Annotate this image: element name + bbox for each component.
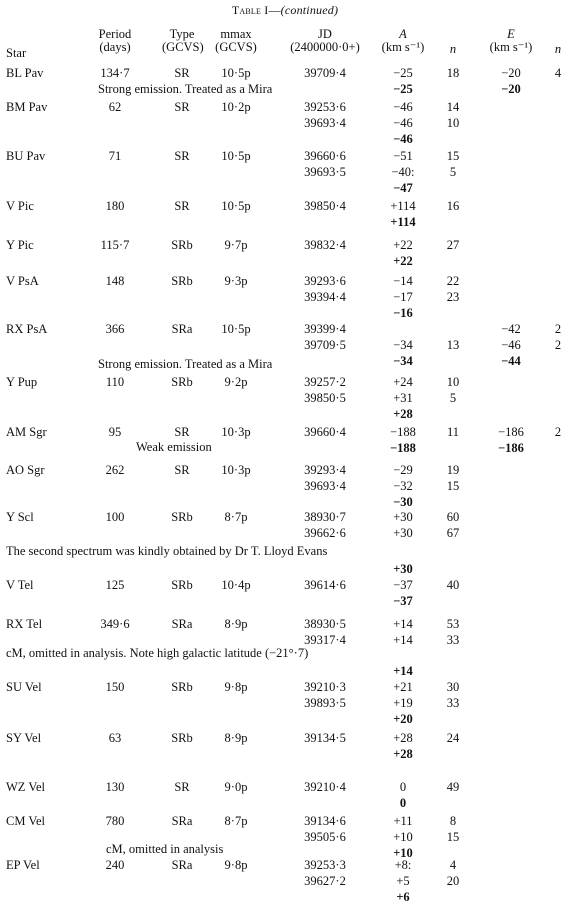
jd-value: 38930·5 <box>304 617 346 631</box>
jd-value: 39693·4 <box>304 116 346 130</box>
star-name: V PsA <box>6 274 39 288</box>
jd-value: 39662·6 <box>304 526 346 540</box>
star-note: cM, omitted in analysis. Note high galactic latitude (−21°·7) <box>6 646 309 660</box>
mmax-value: 10·2p <box>221 100 251 114</box>
mmax-value: 10·3p <box>221 463 251 477</box>
a-value: −17 <box>393 290 413 304</box>
type-value: SR <box>174 66 190 80</box>
mmax-value: 9·0p <box>224 780 248 794</box>
jd-value: 39505·6 <box>304 830 346 844</box>
n-value: 40 <box>446 578 460 592</box>
jd-value: 39134·6 <box>304 814 346 828</box>
a-value: +31 <box>393 391 413 405</box>
period-value: 180 <box>105 199 125 213</box>
a-value: 0 <box>399 780 407 794</box>
star-name: Y Pic <box>6 238 34 252</box>
e-n-value: 4 <box>554 66 562 80</box>
e-value: −42 <box>501 322 521 336</box>
a-value: +5 <box>396 874 410 888</box>
a-value: +114 <box>390 199 416 213</box>
header-e-n: n <box>554 42 562 56</box>
star-note: Strong emission. Treated as a Mira <box>98 82 273 96</box>
star-name: RX Tel <box>6 617 43 631</box>
n-value: 13 <box>446 338 460 352</box>
a-mean-value: +22 <box>393 254 413 268</box>
a-value: −37 <box>393 578 413 592</box>
a-value: +28 <box>393 731 413 745</box>
type-value: SRa <box>171 322 193 336</box>
star-name: CM Vel <box>6 814 46 828</box>
jd-value: 39293·4 <box>304 463 346 477</box>
mmax-value: 9·8p <box>224 858 248 872</box>
a-value: +11 <box>393 814 413 828</box>
a-value: +24 <box>393 375 413 389</box>
period-value: 240 <box>105 858 125 872</box>
period-value: 780 <box>105 814 125 828</box>
e-n-value: 2 <box>554 425 562 439</box>
type-value: SR <box>174 149 190 163</box>
period-value: 110 <box>105 375 125 389</box>
jd-value: 39614·6 <box>304 578 346 592</box>
period-value: 366 <box>105 322 125 336</box>
star-note: Weak emission <box>136 440 212 454</box>
n-value: 23 <box>446 290 460 304</box>
period-value: 130 <box>105 780 125 794</box>
header-period: Period (days) <box>98 27 132 54</box>
period-value: 95 <box>108 425 122 439</box>
header-a: A (km s⁻¹) <box>381 27 425 54</box>
jd-value: 39253·3 <box>304 858 346 872</box>
jd-value: 39210·4 <box>304 780 346 794</box>
a-mean-value: +30 <box>393 562 413 576</box>
a-mean-value: +28 <box>393 747 413 761</box>
star-name: V Tel <box>6 578 34 592</box>
mmax-value: 10·3p <box>221 425 251 439</box>
mmax-value: 10·5p <box>221 322 251 336</box>
period-value: 262 <box>105 463 125 477</box>
type-value: SR <box>174 463 190 477</box>
a-value: −40: <box>391 165 415 179</box>
a-mean-value: −30 <box>393 495 413 509</box>
jd-value: 39210·3 <box>304 680 346 694</box>
e-value: −20 <box>501 66 521 80</box>
a-value: +14 <box>393 633 413 647</box>
star-name: V Pic <box>6 199 34 213</box>
jd-value: 39693·4 <box>304 479 346 493</box>
n-value: 22 <box>446 274 460 288</box>
a-value: −46 <box>393 116 413 130</box>
star-name: SU Vel <box>6 680 42 694</box>
a-value: −25 <box>393 66 413 80</box>
a-value: +30 <box>393 526 413 540</box>
header-mmax: mmax (GCVS) <box>215 27 257 54</box>
a-mean-value: +114 <box>390 215 416 229</box>
n-value: 14 <box>446 100 460 114</box>
period-value: 349·6 <box>100 617 130 631</box>
star-name: AO Sgr <box>6 463 45 477</box>
a-value: −188 <box>390 425 416 439</box>
star-name: Y Scl <box>6 510 34 524</box>
jd-value: 39627·2 <box>304 874 346 888</box>
type-value: SRb <box>171 578 193 592</box>
star-name: BU Pav <box>6 149 46 163</box>
a-value: −32 <box>393 479 413 493</box>
table-caption-prefix: Table I— <box>231 3 281 17</box>
a-value: −46 <box>393 100 413 114</box>
a-mean-value: −34 <box>393 354 413 368</box>
star-name: BL Pav <box>6 66 44 80</box>
n-value: 4 <box>449 858 457 872</box>
table-caption <box>0 3 570 17</box>
type-value: SRb <box>171 238 193 252</box>
n-value: 15 <box>446 830 460 844</box>
a-mean-value: +28 <box>393 407 413 421</box>
type-value: SR <box>174 199 190 213</box>
period-value: 148 <box>105 274 125 288</box>
a-mean-value: 0 <box>399 796 407 810</box>
n-value: 16 <box>446 199 460 213</box>
n-value: 27 <box>446 238 460 252</box>
e-mean-value: −186 <box>498 441 524 455</box>
star-note: cM, omitted in analysis <box>106 842 224 856</box>
n-value: 33 <box>446 696 460 710</box>
a-value: +14 <box>393 617 413 631</box>
star-name: SY Vel <box>6 731 42 745</box>
a-mean-value: +6 <box>396 890 410 904</box>
a-value: −51 <box>393 149 413 163</box>
jd-value: 39134·5 <box>304 731 346 745</box>
a-mean-value: −46 <box>393 132 413 146</box>
n-value: 10 <box>446 116 460 130</box>
a-mean-value: −188 <box>390 441 416 455</box>
jd-value: 39293·6 <box>304 274 346 288</box>
period-value: 134·7 <box>100 66 130 80</box>
jd-value: 38930·7 <box>304 510 346 524</box>
header-type: Type (GCVS) <box>162 27 204 54</box>
jd-value: 39660·4 <box>304 425 346 439</box>
n-value: 53 <box>446 617 460 631</box>
mmax-value: 10·5p <box>221 199 251 213</box>
e-value: −186 <box>498 425 524 439</box>
n-value: 24 <box>446 731 460 745</box>
type-value: SRb <box>171 274 193 288</box>
a-mean-value: −37 <box>393 594 413 608</box>
n-value: 33 <box>446 633 460 647</box>
header-e: E (km s⁻¹) <box>489 27 533 54</box>
jd-value: 39693·5 <box>304 165 346 179</box>
jd-value: 39850·4 <box>304 199 346 213</box>
a-mean-value: +20 <box>393 712 413 726</box>
jd-value: 39832·4 <box>304 238 346 252</box>
a-value: +22 <box>393 238 413 252</box>
jd-value: 39709·4 <box>304 66 346 80</box>
e-mean-value: −20 <box>501 82 521 96</box>
n-value: 19 <box>446 463 460 477</box>
type-value: SRa <box>171 814 193 828</box>
type-value: SRb <box>171 680 193 694</box>
n-value: 30 <box>446 680 460 694</box>
n-value: 10 <box>446 375 460 389</box>
n-value: 5 <box>449 391 457 405</box>
type-value: SR <box>174 780 190 794</box>
a-value: +10 <box>393 830 413 844</box>
star-name: WZ Vel <box>6 780 45 794</box>
type-value: SRa <box>171 858 193 872</box>
jd-value: 39257·2 <box>304 375 346 389</box>
period-value: 125 <box>105 578 125 592</box>
mmax-value: 10·5p <box>221 149 251 163</box>
mmax-value: 10·4p <box>221 578 251 592</box>
jd-value: 39850·5 <box>304 391 346 405</box>
n-value: 8 <box>449 814 457 828</box>
n-value: 18 <box>446 66 460 80</box>
header-jd: JD (2400000·0+) <box>290 27 360 54</box>
mmax-value: 9·8p <box>224 680 248 694</box>
e-mean-value: −44 <box>501 354 521 368</box>
mmax-value: 9·2p <box>224 375 248 389</box>
a-mean-value: +10 <box>393 846 413 860</box>
n-value: 15 <box>446 479 460 493</box>
n-value: 67 <box>446 526 460 540</box>
e-n-value: 2 <box>554 322 562 336</box>
mmax-value: 8·7p <box>224 814 248 828</box>
a-value: −14 <box>393 274 413 288</box>
a-mean-value: −25 <box>393 82 413 96</box>
n-value: 11 <box>446 425 460 439</box>
jd-value: 39893·5 <box>304 696 346 710</box>
jd-value: 39399·4 <box>304 322 346 336</box>
table-caption-suffix: (continued) <box>280 3 339 17</box>
n-value: 60 <box>446 510 460 524</box>
mmax-value: 10·5p <box>221 66 251 80</box>
star-name: RX PsA <box>6 322 48 336</box>
jd-value: 39317·4 <box>304 633 346 647</box>
mmax-value: 9·7p <box>224 238 248 252</box>
star-note: The second spectrum was kindly obtained by Dr T. Lloyd Evans <box>6 544 328 558</box>
header-n: n <box>449 42 457 56</box>
type-value: SR <box>174 425 190 439</box>
star-name: Y Pup <box>6 375 38 389</box>
jd-value: 39660·6 <box>304 149 346 163</box>
type-value: SRa <box>171 617 193 631</box>
mmax-value: 8·7p <box>224 510 248 524</box>
type-value: SRb <box>171 375 193 389</box>
period-value: 150 <box>105 680 125 694</box>
a-value: +19 <box>393 696 413 710</box>
n-value: 15 <box>446 149 460 163</box>
jd-value: 39709·5 <box>304 338 346 352</box>
jd-value: 39394·4 <box>304 290 346 304</box>
period-value: 115·7 <box>100 238 130 252</box>
a-value: +30 <box>393 510 413 524</box>
a-mean-value: −16 <box>393 306 413 320</box>
type-value: SRb <box>171 510 193 524</box>
a-mean-value: −47 <box>393 181 413 195</box>
a-mean-value: +14 <box>393 664 413 678</box>
a-value: +21 <box>393 680 413 694</box>
star-note: Strong emission. Treated as a Mira <box>98 357 273 371</box>
period-value: 100 <box>105 510 125 524</box>
type-value: SR <box>174 100 190 114</box>
star-name: BM Pav <box>6 100 48 114</box>
jd-value: 39253·6 <box>304 100 346 114</box>
n-value: 49 <box>446 780 460 794</box>
e-n-value: 2 <box>554 338 562 352</box>
n-value: 20 <box>446 874 460 888</box>
type-value: SRb <box>171 731 193 745</box>
a-value: −34 <box>393 338 413 352</box>
mmax-value: 8·9p <box>224 731 248 745</box>
header-star: Star <box>6 46 27 60</box>
period-value: 71 <box>108 149 122 163</box>
mmax-value: 8·9p <box>224 617 248 631</box>
e-value: −46 <box>501 338 521 352</box>
a-value: −29 <box>393 463 413 477</box>
star-name: AM Sgr <box>6 425 47 439</box>
n-value: 5 <box>449 165 457 179</box>
a-value: +8: <box>394 858 412 872</box>
period-value: 63 <box>108 731 122 745</box>
period-value: 62 <box>108 100 122 114</box>
star-name: EP Vel <box>6 858 40 872</box>
mmax-value: 9·3p <box>224 274 248 288</box>
